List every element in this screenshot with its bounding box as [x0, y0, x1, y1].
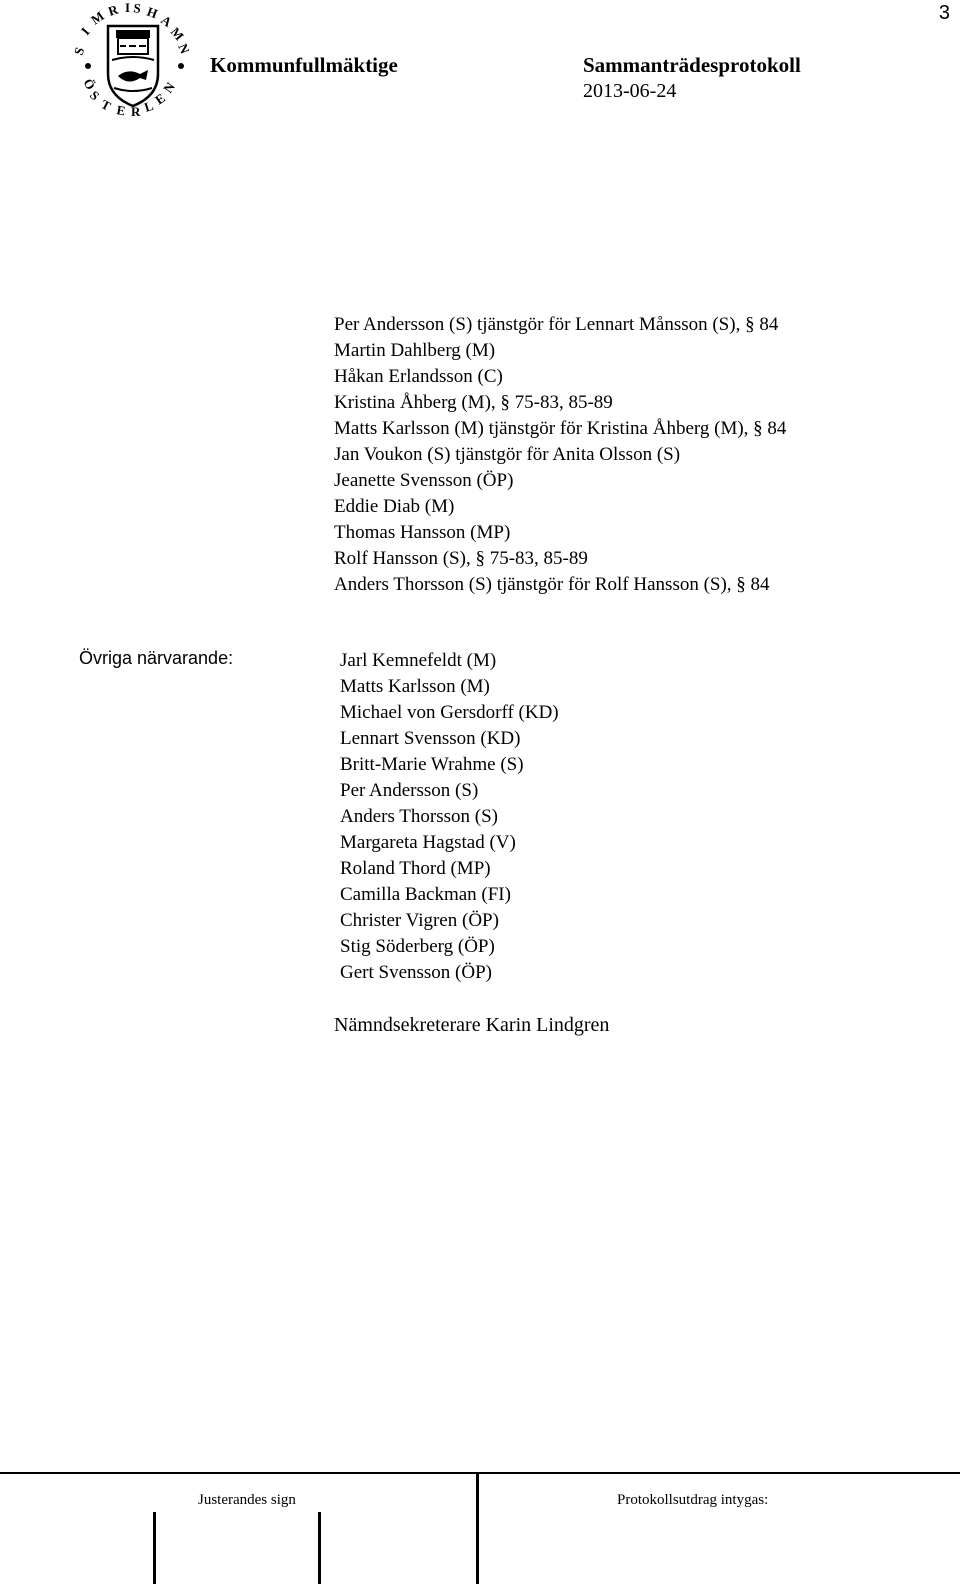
svg-text:M: M: [88, 8, 107, 28]
others-present-list: [340, 648, 559, 986]
member-line: Per Andersson (S) tjänstgör för Lennart Månsson (S), § 84: [334, 314, 779, 335]
svg-text:R: R: [131, 104, 141, 119]
document-type: Sammanträdesprotokoll: [583, 53, 801, 77]
present-line: Christer Vigren (ÖP): [340, 910, 499, 931]
member-line: Martin Dahlberg (M): [334, 340, 496, 361]
member-line: Anders Thorsson (S) tjänstgör för Rolf Hansson (S), § 84: [334, 574, 770, 595]
member-line: Rolf Hansson (S), § 75-83, 85-89: [334, 548, 588, 569]
member-line: Thomas Hansson (MP): [334, 522, 511, 543]
svg-text:I: I: [77, 24, 93, 38]
present-line: Anders Thorsson (S): [340, 806, 498, 827]
member-line: Eddie Diab (M): [334, 496, 455, 517]
svg-text:T: T: [98, 96, 114, 114]
committee-name: Kommunfullmäktige: [210, 53, 398, 77]
svg-text:S: S: [70, 45, 88, 58]
present-line: Lennart Svensson (KD): [340, 728, 521, 749]
signature-box-divider: [153, 1512, 156, 1584]
adjusting-signature-label: Justerandes sign: [198, 1492, 296, 1508]
present-line: Roland Thord (MP): [340, 858, 491, 879]
member-line: Jan Voukon (S) tjänstgör för Anita Olsson (S): [334, 444, 681, 465]
certified-extract-label: Protokollsutdrag intygas:: [617, 1492, 769, 1508]
present-line: Britt-Marie Wrahme (S): [340, 754, 524, 775]
member-line: Jeanette Svensson (ÖP): [334, 470, 514, 491]
svg-text:L: L: [142, 97, 156, 115]
others-present-label: Övriga närvarande:: [79, 648, 234, 668]
secretary-line: Nämndsekreterare Karin Lindgren: [334, 1014, 610, 1036]
present-line: Stig Söderberg (ÖP): [340, 936, 495, 957]
svg-text:E: E: [115, 102, 127, 119]
present-line: Michael von Gersdorff (KD): [340, 702, 559, 723]
page-number: 3: [938, 2, 950, 24]
meeting-date: 2013-06-24: [583, 80, 677, 102]
svg-text:Ö: Ö: [80, 76, 99, 93]
svg-text:N: N: [160, 79, 178, 96]
members-list: [334, 312, 786, 598]
present-line: Margareta Hagstad (V): [340, 832, 516, 853]
present-line: Gert Svensson (ÖP): [340, 962, 492, 983]
svg-text:S: S: [86, 87, 103, 104]
municipality-logo: [70, 0, 195, 125]
svg-text:H: H: [144, 3, 160, 22]
svg-text:A: A: [158, 12, 175, 30]
signature-box-divider: [318, 1512, 321, 1584]
svg-text:R: R: [106, 1, 120, 19]
signature-box-divider: [476, 1472, 479, 1584]
present-line: Per Andersson (S): [340, 780, 479, 801]
svg-text:M: M: [167, 24, 188, 44]
footer-divider: [0, 1472, 960, 1474]
svg-text:E: E: [152, 90, 168, 108]
svg-text:I: I: [125, 0, 131, 15]
svg-text:S: S: [132, 0, 142, 16]
member-line: Matts Karlsson (M) tjänstgör för Kristina Åhberg (M), § 84: [334, 418, 787, 439]
present-line: Matts Karlsson (M): [340, 676, 490, 697]
member-line: Kristina Åhberg (M), § 75-83, 85-89: [334, 392, 613, 413]
present-line: Jarl Kemnefeldt (M): [340, 650, 497, 671]
present-line: Camilla Backman (FI): [340, 884, 511, 905]
svg-text:N: N: [175, 41, 193, 56]
member-line: Håkan Erlandsson (C): [334, 366, 503, 387]
